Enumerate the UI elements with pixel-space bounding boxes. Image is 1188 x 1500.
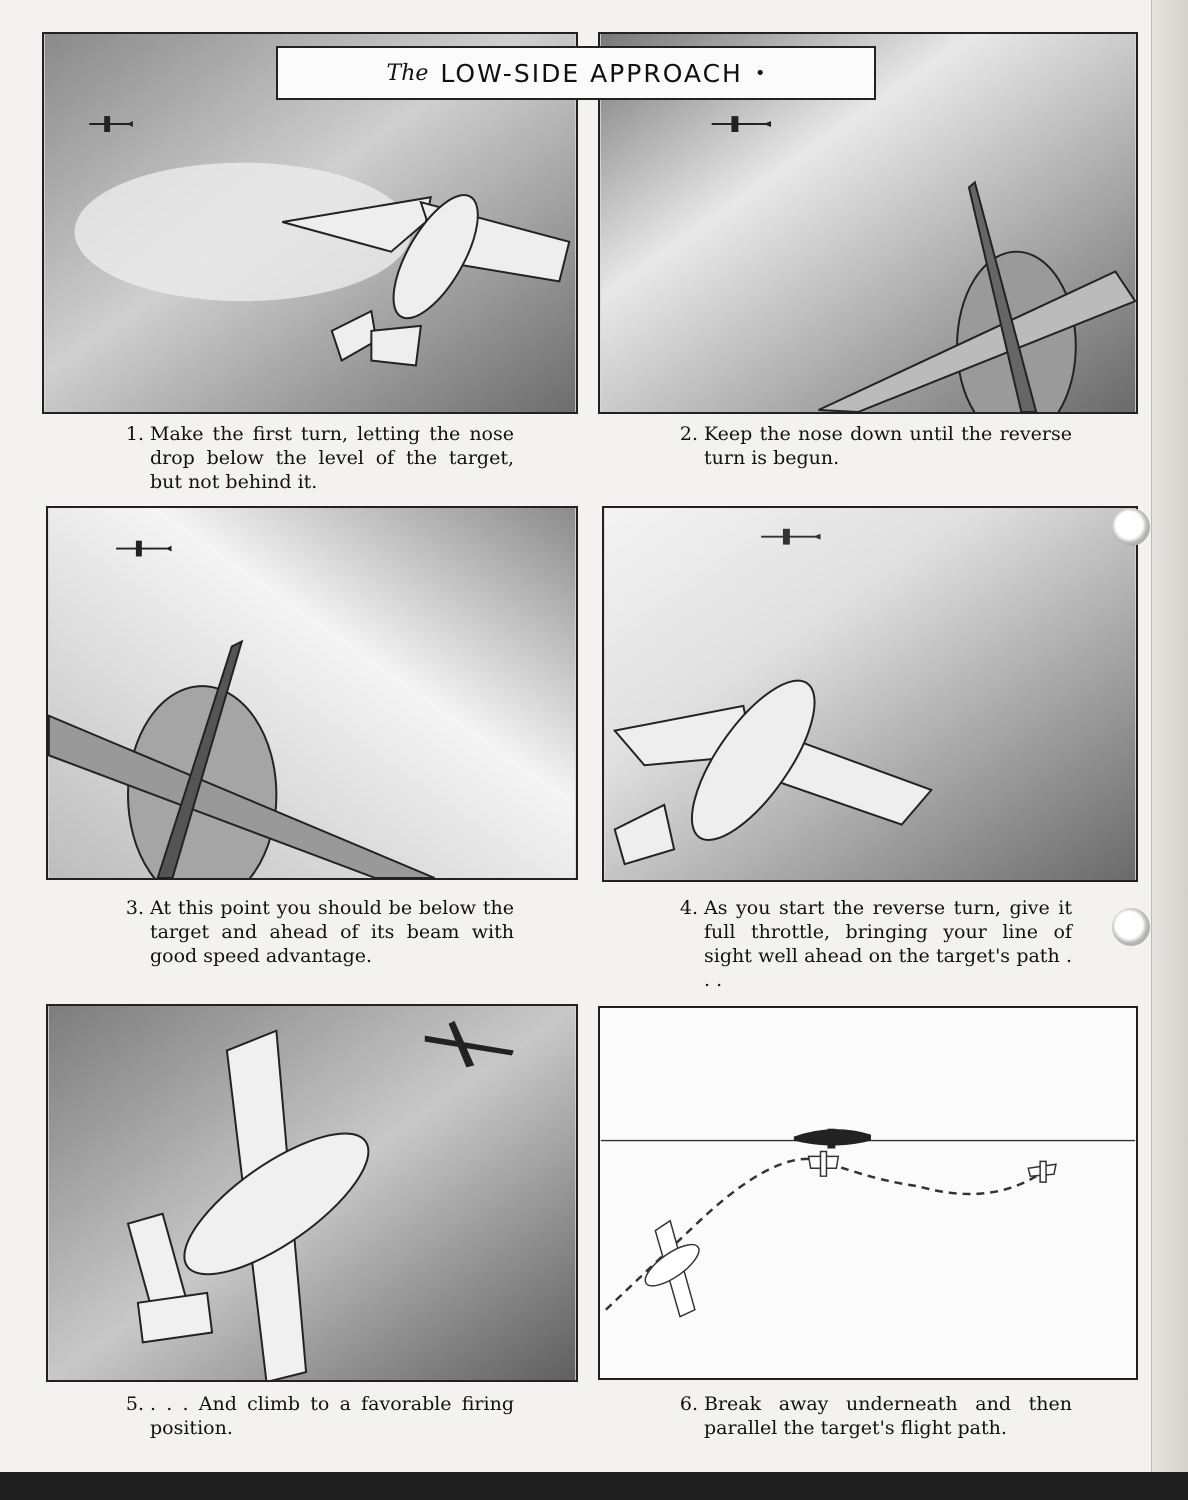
caption-2: [664, 422, 1072, 470]
binder-hole: [1112, 508, 1150, 546]
caption-4-text: As you start the reverse turn, give it full throttle, bringing your line of sight well ahead on the target's path . . .: [704, 897, 1072, 991]
panel-4-illustration: [602, 506, 1138, 882]
caption-1-number: 1.: [125, 423, 144, 445]
caption-6: [664, 1392, 1072, 1440]
caption-4-number: 4.: [679, 897, 698, 919]
panel-3-illustration: [46, 506, 578, 880]
panel-4-drawing: [604, 508, 1136, 880]
caption-3-number: 3.: [125, 897, 144, 919]
scan-bottom-band: [0, 1472, 1188, 1500]
caption-1-text: Make the first turn, letting the nose drop below the level of the target, but not behind it.: [150, 423, 514, 493]
page-edge: [1151, 0, 1188, 1500]
caption-6-text: Break away underneath and then parallel the target's flight path.: [704, 1393, 1072, 1439]
title-prefix: The: [386, 60, 429, 86]
title-bullet: •: [754, 62, 766, 84]
fighter-plane-icon: [809, 1151, 839, 1176]
caption-2-number: 2.: [679, 423, 698, 445]
caption-5-text: . . . And climb to a favorable firing position.: [150, 1393, 514, 1439]
panel-6-drawing: [600, 1008, 1136, 1378]
caption-2-text: Keep the nose down until the reverse turn is begun.: [704, 423, 1072, 469]
caption-5: [110, 1392, 514, 1440]
caption-6-number: 6.: [679, 1393, 698, 1415]
title-main: LOW-SIDE APPROACH: [440, 58, 743, 88]
bomber-silhouette-icon: [794, 1129, 871, 1149]
caption-3-text: At this point you should be below the target and ahead of its beam with good speed advantage.: [150, 897, 514, 967]
panel-6-diagram: [598, 1006, 1138, 1380]
caption-4: [664, 896, 1072, 992]
panel-3-drawing: [48, 508, 576, 878]
caption-1: [110, 422, 514, 494]
caption-3: [110, 896, 514, 968]
binder-hole: [1112, 908, 1150, 946]
panel-5-drawing: [48, 1006, 576, 1380]
caption-5-number: 5.: [125, 1393, 144, 1415]
panel-5-illustration: [46, 1004, 578, 1382]
page-title: [276, 46, 876, 100]
